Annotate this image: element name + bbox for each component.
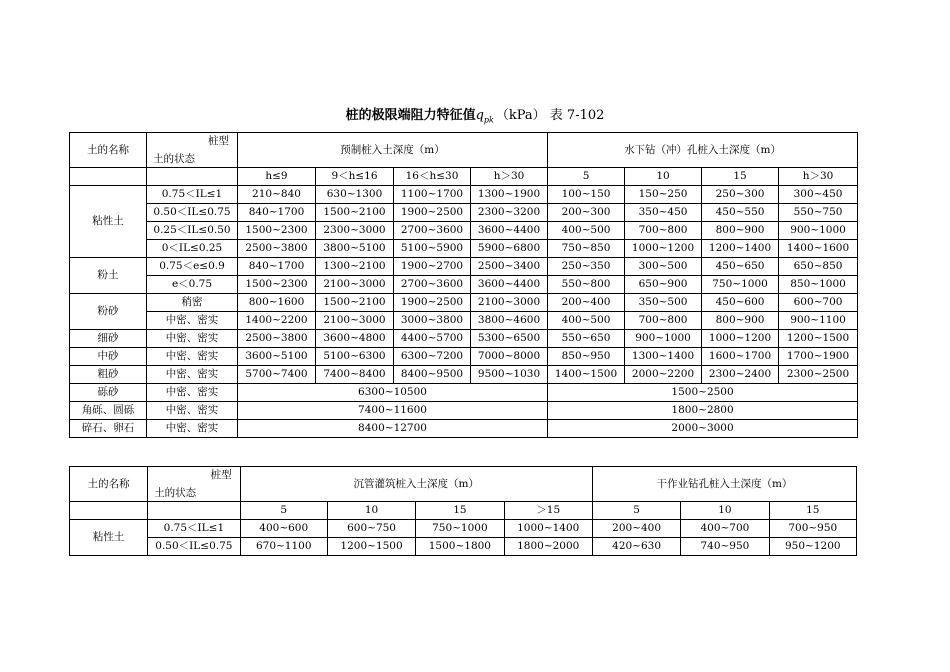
table-row xyxy=(70,330,858,348)
value-cell: 1100~1700 xyxy=(394,186,471,204)
value-cell: 670~1100 xyxy=(240,538,327,556)
table-row xyxy=(70,312,858,330)
table-row xyxy=(70,186,858,204)
value-cell: 1000~1200 xyxy=(625,240,702,258)
value-cell: 420~630 xyxy=(592,538,680,556)
value-cell: 250~300 xyxy=(702,186,779,204)
soil-state-cell: 中密、密实 xyxy=(147,366,238,384)
depth-header: 10 xyxy=(327,502,415,520)
value-cell: 1200~1500 xyxy=(327,538,415,556)
value-cell: 1500~2300 xyxy=(238,222,316,240)
value-cell: 600~750 xyxy=(327,520,415,538)
value-cell: 1800~2000 xyxy=(504,538,592,556)
value-cell: 150~250 xyxy=(625,186,702,204)
soil-state-cell: 中密、密实 xyxy=(147,384,238,402)
soil-state-cell: 中密、密实 xyxy=(147,420,238,438)
value-cell: 7000~8000 xyxy=(471,348,548,366)
value-cell: 1200~1500 xyxy=(779,330,858,348)
soil-name-cell: 粗砂 xyxy=(70,366,147,384)
table-row xyxy=(70,348,858,366)
value-cell: 800~900 xyxy=(702,222,779,240)
value-cell: 1900~2500 xyxy=(394,294,471,312)
depth-header: 16＜h≤30 xyxy=(394,168,471,186)
value-cell: 600~700 xyxy=(779,294,858,312)
header-pile-type: 桩型 xyxy=(210,469,232,481)
table-row xyxy=(70,222,858,240)
value-cell: 450~650 xyxy=(702,258,779,276)
value-cell: 7400~11600 xyxy=(238,402,548,420)
value-cell: 900~1000 xyxy=(779,222,858,240)
header-soil-state: 土的状态 xyxy=(154,486,197,499)
value-cell: 900~1100 xyxy=(779,312,858,330)
value-cell: 800~1600 xyxy=(238,294,316,312)
value-cell: 2500~3800 xyxy=(238,330,316,348)
value-cell: 950~1200 xyxy=(769,538,856,556)
value-cell: 1300~1900 xyxy=(471,186,548,204)
value-cell: 1400~1500 xyxy=(548,366,625,384)
value-cell: 1300~1400 xyxy=(625,348,702,366)
value-cell: 840~1700 xyxy=(238,258,316,276)
value-cell: 3800~5100 xyxy=(316,240,394,258)
value-cell: 5100~5900 xyxy=(394,240,471,258)
depth-header: 5 xyxy=(240,502,327,520)
soil-state-cell: 0.75＜IL≤1 xyxy=(148,520,240,538)
header-soil-name: 土的名称 xyxy=(70,467,148,502)
blank-cell xyxy=(70,168,147,186)
depth-row xyxy=(70,168,858,186)
value-cell: 200~300 xyxy=(548,204,625,222)
value-cell: 5900~6800 xyxy=(471,240,548,258)
value-cell: 1500~2100 xyxy=(316,204,394,222)
title-symbol: $q_{pk}$ xyxy=(475,108,494,125)
value-cell: 630~1300 xyxy=(316,186,394,204)
value-cell: 1900~2500 xyxy=(394,204,471,222)
soil-state-cell: 0.50＜IL≤0.75 xyxy=(147,204,238,222)
table-row xyxy=(70,384,858,402)
header-diagonal-cell xyxy=(147,133,238,168)
title-rest: （kPa） 表 7-102 xyxy=(495,108,605,123)
value-cell: 3000~3800 xyxy=(394,312,471,330)
value-cell: 850~950 xyxy=(548,348,625,366)
table-row xyxy=(70,240,858,258)
value-cell: 2000~2200 xyxy=(625,366,702,384)
value-cell: 3600~4400 xyxy=(471,276,548,294)
value-cell: 750~850 xyxy=(548,240,625,258)
depth-header: 10 xyxy=(681,502,769,520)
value-cell: 700~950 xyxy=(769,520,856,538)
depth-header: h＞30 xyxy=(779,168,858,186)
value-cell: 700~800 xyxy=(625,222,702,240)
soil-state-cell: 0.25＜IL≤0.50 xyxy=(147,222,238,240)
header-pile-type: 桩型 xyxy=(208,135,229,147)
value-cell: 3600~5100 xyxy=(238,348,316,366)
table-row xyxy=(70,204,858,222)
value-cell: 9500~1030 xyxy=(471,366,548,384)
value-cell: 450~550 xyxy=(702,204,779,222)
depth-header: 10 xyxy=(625,168,702,186)
table-row xyxy=(70,366,858,384)
value-cell: 400~500 xyxy=(548,312,625,330)
soil-name-cell: 粉砂 xyxy=(70,294,147,330)
value-cell: 2700~3600 xyxy=(394,222,471,240)
value-cell: 650~850 xyxy=(779,258,858,276)
value-cell: 1700~1900 xyxy=(779,348,858,366)
value-cell: 400~500 xyxy=(548,222,625,240)
value-cell: 8400~9500 xyxy=(394,366,471,384)
value-cell: 1200~1400 xyxy=(702,240,779,258)
table-row xyxy=(70,294,858,312)
depth-row xyxy=(70,502,857,520)
soil-name-cell: 碎石、卵石 xyxy=(70,420,147,438)
value-cell: 1500~1800 xyxy=(416,538,504,556)
blank-cell xyxy=(147,168,238,186)
value-cell: 2100~3000 xyxy=(316,312,394,330)
soil-state-cell: 稍密 xyxy=(147,294,238,312)
value-cell: 8400~12700 xyxy=(238,420,548,438)
depth-header: h＞30 xyxy=(471,168,548,186)
blank-cell xyxy=(70,502,148,520)
value-cell: 2500~3400 xyxy=(471,258,548,276)
value-cell: 4400~5700 xyxy=(394,330,471,348)
value-cell: 2300~3200 xyxy=(471,204,548,222)
value-cell: 750~1000 xyxy=(416,520,504,538)
value-cell: 6300~7200 xyxy=(394,348,471,366)
value-cell: 3600~4800 xyxy=(316,330,394,348)
value-cell: 1300~2100 xyxy=(316,258,394,276)
depth-header: 15 xyxy=(769,502,856,520)
soil-state-cell: 中密、密实 xyxy=(147,312,238,330)
header-row xyxy=(70,467,857,502)
value-cell: 3600~4400 xyxy=(471,222,548,240)
value-cell: 350~450 xyxy=(625,204,702,222)
header-group-precast: 预制桩入土深度（m） xyxy=(238,133,548,168)
value-cell: 2300~3000 xyxy=(316,222,394,240)
table-row xyxy=(70,276,858,294)
value-cell: 1400~1600 xyxy=(779,240,858,258)
value-cell: 2300~2400 xyxy=(702,366,779,384)
soil-state-cell: 0＜IL≤0.25 xyxy=(147,240,238,258)
value-cell: 550~750 xyxy=(779,204,858,222)
table-title xyxy=(0,104,950,125)
blank-cell xyxy=(148,502,240,520)
table-row xyxy=(70,420,858,438)
value-cell: 250~350 xyxy=(548,258,625,276)
value-cell: 300~450 xyxy=(779,186,858,204)
value-cell: 6300~10500 xyxy=(238,384,548,402)
header-diagonal-cell xyxy=(148,467,240,502)
table-pile-end-resistance-2 xyxy=(69,466,857,556)
value-cell: 400~600 xyxy=(240,520,327,538)
value-cell: 2700~3600 xyxy=(394,276,471,294)
depth-header: 15 xyxy=(416,502,504,520)
depth-header: 9＜h≤16 xyxy=(316,168,394,186)
value-cell: 350~500 xyxy=(625,294,702,312)
value-cell: 1500~2100 xyxy=(316,294,394,312)
value-cell: 210~840 xyxy=(238,186,316,204)
value-cell: 2100~3000 xyxy=(471,294,548,312)
value-cell: 200~400 xyxy=(548,294,625,312)
value-cell: 450~600 xyxy=(702,294,779,312)
depth-header: ＞15 xyxy=(504,502,592,520)
value-cell: 650~900 xyxy=(625,276,702,294)
value-cell: 2100~3000 xyxy=(316,276,394,294)
value-cell: 1600~1700 xyxy=(702,348,779,366)
value-cell: 1500~2300 xyxy=(238,276,316,294)
value-cell: 2300~2500 xyxy=(779,366,858,384)
value-cell: 1000~1200 xyxy=(702,330,779,348)
soil-state-cell: 中密、密实 xyxy=(147,348,238,366)
soil-name-cell: 粘性土 xyxy=(70,186,147,258)
soil-name-cell: 粘性土 xyxy=(70,520,148,556)
title-main: 桩的极限端阻力特征值 xyxy=(345,108,476,123)
header-group-bored: 水下钻（冲）孔桩入土深度（m） xyxy=(548,133,858,168)
soil-state-cell: 0.50＜IL≤0.75 xyxy=(148,538,240,556)
value-cell: 300~500 xyxy=(625,258,702,276)
soil-name-cell: 砾砂 xyxy=(70,384,147,402)
value-cell: 100~150 xyxy=(548,186,625,204)
value-cell: 5100~6300 xyxy=(316,348,394,366)
header-group-dry-bored: 干作业钻孔桩入土深度（m） xyxy=(592,467,856,502)
soil-state-cell: 中密、密实 xyxy=(147,402,238,420)
value-cell: 1000~1400 xyxy=(504,520,592,538)
value-cell: 740~950 xyxy=(681,538,769,556)
table-pile-end-resistance-1 xyxy=(69,132,858,438)
value-cell: 700~800 xyxy=(625,312,702,330)
table-row xyxy=(70,258,858,276)
value-cell: 840~1700 xyxy=(238,204,316,222)
depth-header: 5 xyxy=(592,502,680,520)
value-cell: 550~800 xyxy=(548,276,625,294)
value-cell: 7400~8400 xyxy=(316,366,394,384)
soil-name-cell: 中砂 xyxy=(70,348,147,366)
value-cell: 1900~2700 xyxy=(394,258,471,276)
soil-name-cell: 角砾、圆砾 xyxy=(70,402,147,420)
value-cell: 750~1000 xyxy=(702,276,779,294)
value-cell: 400~700 xyxy=(681,520,769,538)
header-group-tube: 沉管灌筑桩入土深度（m） xyxy=(240,467,592,502)
value-cell: 5300~6500 xyxy=(471,330,548,348)
value-cell: 200~400 xyxy=(592,520,680,538)
value-cell: 2000~3000 xyxy=(548,420,858,438)
soil-state-cell: 0.75＜IL≤1 xyxy=(147,186,238,204)
soil-state-cell: 中密、密实 xyxy=(147,330,238,348)
table-row xyxy=(70,538,857,556)
value-cell: 2500~3800 xyxy=(238,240,316,258)
value-cell: 1500~2500 xyxy=(548,384,858,402)
value-cell: 5700~7400 xyxy=(238,366,316,384)
depth-header: 15 xyxy=(702,168,779,186)
soil-state-cell: e＜0.75 xyxy=(147,276,238,294)
value-cell: 1800~2800 xyxy=(548,402,858,420)
table-row xyxy=(70,520,857,538)
header-soil-name: 土的名称 xyxy=(70,133,147,168)
value-cell: 3800~4600 xyxy=(471,312,548,330)
depth-header: 5 xyxy=(548,168,625,186)
value-cell: 550~650 xyxy=(548,330,625,348)
value-cell: 800~900 xyxy=(702,312,779,330)
soil-state-cell: 0.75＜e≤0.9 xyxy=(147,258,238,276)
value-cell: 1400~2200 xyxy=(238,312,316,330)
value-cell: 850~1000 xyxy=(779,276,858,294)
depth-header: h≤9 xyxy=(238,168,316,186)
value-cell: 900~1000 xyxy=(625,330,702,348)
header-soil-state: 土的状态 xyxy=(153,152,195,165)
soil-name-cell: 细砂 xyxy=(70,330,147,348)
header-row xyxy=(70,133,858,168)
soil-name-cell: 粉土 xyxy=(70,258,147,294)
table-row xyxy=(70,402,858,420)
